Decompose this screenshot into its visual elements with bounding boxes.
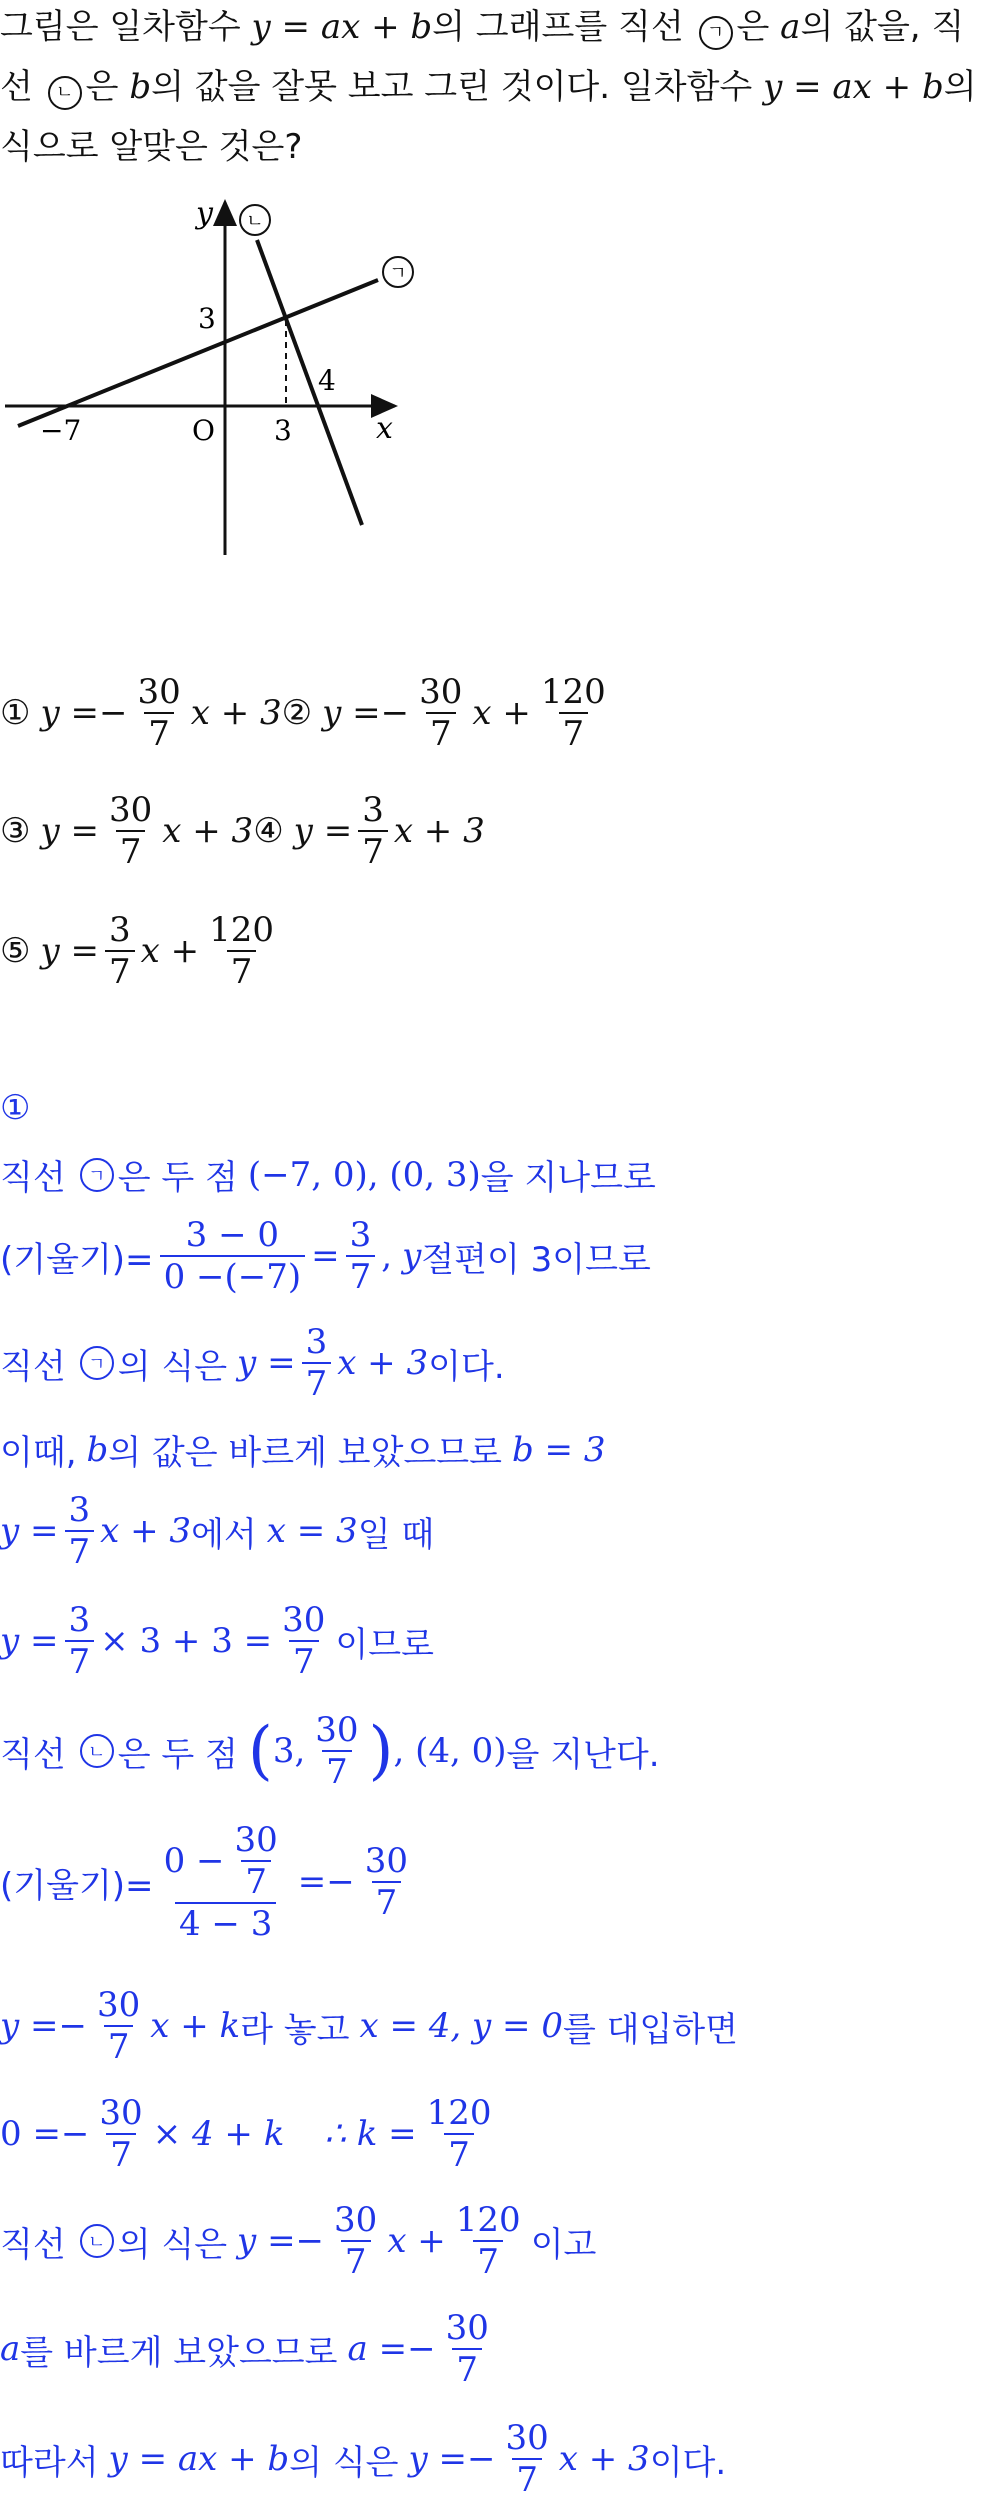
choice-row-3 <box>0 910 284 992</box>
frac-den: 7 <box>473 2240 503 2282</box>
nieun-marker: ㄴ <box>80 2224 114 2258</box>
text: 의 식은 <box>289 2442 399 2483</box>
solution-line-13 <box>0 2418 726 2500</box>
choice-equation: x + 3 <box>393 811 485 851</box>
nieun-marker-text: ㄴ <box>246 211 264 232</box>
frac-num: 30 <box>234 1820 278 1860</box>
equals: =− <box>297 1862 355 1902</box>
frac-num: 3 <box>362 790 384 830</box>
frac-den: 7 <box>65 1640 95 1682</box>
frac-num: 30 <box>445 2308 489 2348</box>
frac-num: 120 <box>540 672 606 712</box>
variable-a: a <box>780 7 801 47</box>
comma: , <box>381 1236 393 1276</box>
giyeok-marker-text: ㄱ <box>389 263 407 284</box>
frac-num: 30 <box>282 1600 326 1640</box>
frac-den: 7 <box>322 1750 352 1792</box>
equation: x = 4, y = 0 <box>359 2006 563 2046</box>
text: 를 대입하면 <box>562 2009 738 2050</box>
nieun-marker: ㄴ <box>80 1734 114 1768</box>
frac-num: 30 <box>334 2200 378 2240</box>
choice-equation: x + 3 <box>162 811 254 851</box>
text: 의 값은 바르게 보았으므로 <box>108 1433 502 1473</box>
frac-den: 7 <box>289 1640 319 1682</box>
x-axis-label: x <box>376 411 393 446</box>
text: 의 식은 <box>117 1346 228 1387</box>
question-line-3 <box>0 120 302 174</box>
frac-den: 7 <box>65 1530 95 1572</box>
frac-den: 7 <box>372 1881 402 1923</box>
choice-5[interactable] <box>0 910 284 992</box>
solution-line-7 <box>0 1710 660 1792</box>
right-paren: ) <box>368 1714 394 1788</box>
tick-label-x3: 3 <box>274 414 292 447</box>
choice-equation: y = <box>40 811 99 851</box>
y-axis-label: y <box>196 196 213 231</box>
text: 은 두 점 <box>117 1734 238 1775</box>
question-text: 은 <box>85 67 119 107</box>
frac-num: 30 <box>99 2093 143 2133</box>
question-text: 식으로 알맞은 것은? <box>0 127 303 167</box>
question-line-1 <box>0 0 964 54</box>
frac-num: 3 <box>68 1490 91 1530</box>
frac-num: 3 − 0 <box>185 1215 280 1255</box>
question-text: 의 값을, 직 <box>800 7 965 47</box>
question-text: 은 <box>736 7 770 47</box>
solution-line-8 <box>0 1820 418 1944</box>
choice-row-1 <box>0 672 616 754</box>
question-text: 선 <box>0 67 33 107</box>
question-line-2 <box>0 60 977 114</box>
frac-den: 4 − 3 <box>175 1902 276 1944</box>
text: 이때, <box>0 1433 77 1473</box>
equation: x + 3 <box>100 1511 192 1551</box>
equation: y =− <box>0 2006 87 2046</box>
variable-y: y <box>402 1236 422 1276</box>
frac-num: 120 <box>209 910 275 950</box>
choice-number: ④ <box>253 811 284 851</box>
text: 은 두 점 <box>117 1158 238 1198</box>
solution-line-6 <box>0 1600 434 1682</box>
equation: y =− <box>237 2221 325 2261</box>
left-paren: ( <box>247 1714 273 1788</box>
frac-num: 30 <box>97 1985 141 2025</box>
equation: x + <box>387 2221 446 2261</box>
text: 이다. <box>649 2442 727 2483</box>
frac-num: 120 <box>455 2200 521 2240</box>
frac-den: 7 <box>106 2133 136 2175</box>
frac-den: 7 <box>302 1362 332 1404</box>
frac-num: 3 <box>305 1322 328 1362</box>
solution-line-2 <box>0 1215 651 1297</box>
solution-line-4 <box>0 1425 605 1474</box>
choice-equation: y = <box>293 811 353 851</box>
equation: x = 3 <box>266 1511 358 1551</box>
solution-line-11 <box>0 2200 596 2282</box>
question-text: 의 <box>943 67 977 107</box>
choice-2[interactable] <box>282 672 616 754</box>
tick-label-xm7: −7 <box>40 414 82 447</box>
equation: x + 3 <box>337 1343 429 1383</box>
giyeok-marker: ㄱ <box>699 16 733 50</box>
frac-num: 30 <box>505 2418 549 2458</box>
frac-num: 30 <box>419 672 463 712</box>
choice-4[interactable] <box>253 790 485 872</box>
text: 직선 <box>0 2224 66 2265</box>
choice-number: ③ <box>0 811 31 851</box>
choice-number: ① <box>0 693 31 733</box>
frac-num: 3 <box>109 910 131 950</box>
points: , (4, 0) <box>393 1731 507 1771</box>
solution-line-1 <box>0 1150 656 1199</box>
equation: 0 =− <box>0 2114 90 2154</box>
text: 이고 <box>530 2224 597 2265</box>
frac-den: 7 <box>426 712 456 754</box>
text: 에서 <box>191 1514 257 1555</box>
frac-num: 30 <box>109 790 153 830</box>
answer-number: ① <box>0 1088 31 1128</box>
text: 일 때 <box>357 1514 435 1555</box>
frac-den: 0 −(−7) <box>160 1255 306 1297</box>
choice-row-2 <box>0 790 485 872</box>
question-text: 그림은 일차함수 <box>0 7 241 47</box>
tick-label-y3: 3 <box>198 302 216 335</box>
equation: ∴ k = <box>324 2114 417 2154</box>
solution-line-12 <box>0 2308 499 2390</box>
equation: a =− <box>347 2329 436 2369</box>
frac-den: 7 <box>227 950 257 992</box>
text: 따라서 <box>0 2442 99 2483</box>
variable-b: b <box>129 67 152 107</box>
frac-num: 3 <box>68 1600 91 1640</box>
equals: = <box>311 1236 340 1276</box>
complex-fraction <box>160 1820 292 1944</box>
choice-equation: y = <box>40 931 99 971</box>
frac-den: 7 <box>452 2348 482 2390</box>
equation: y = ax + b <box>108 2439 290 2479</box>
text: 이므로 <box>335 1624 434 1665</box>
frac-num: 30 <box>137 672 181 712</box>
nieun-marker: ㄴ <box>48 76 82 110</box>
text: 이다. <box>428 1346 505 1387</box>
choice-number: ② <box>281 693 313 733</box>
frac-den: 7 <box>444 2133 474 2175</box>
origin-label: O <box>192 414 215 447</box>
frac-den: 7 <box>346 1255 376 1297</box>
text: 의 식은 <box>117 2224 228 2265</box>
giyeok-marker: ㄱ <box>80 1158 114 1192</box>
choice-equation: x + 3 <box>190 693 282 733</box>
tick-label-4: 4 <box>318 364 336 397</box>
choice-3[interactable] <box>0 790 253 872</box>
equation: b = 3 <box>511 1429 606 1470</box>
equation: y = ax + b <box>251 7 433 47</box>
variable-a: a <box>0 2329 21 2369</box>
equation: y =− <box>408 2439 496 2479</box>
equation: × 4 + k <box>152 2114 285 2154</box>
choice-equation: y =− <box>322 693 410 733</box>
text: 라 놓고 <box>240 2009 350 2050</box>
numerator-text: 0 − <box>163 1841 225 1881</box>
equation: y = <box>0 1511 59 1551</box>
frac-den: 7 <box>358 830 388 872</box>
text: 를 바르게 보았으므로 <box>20 2332 338 2373</box>
variable-b: b <box>86 1429 109 1470</box>
solution-line-9 <box>0 1985 738 2067</box>
solution-line-3 <box>0 1322 505 1404</box>
equation: x + k <box>150 2006 241 2046</box>
text: 을 지난다. <box>506 1734 660 1775</box>
frac-num: 120 <box>426 2093 492 2133</box>
text: 직선 <box>0 1158 66 1198</box>
frac-den: 7 <box>341 2240 371 2282</box>
equation: y = ax + b <box>763 67 944 107</box>
text: 을 지나므로 <box>480 1158 656 1198</box>
text: 절편이 3이므로 <box>421 1239 651 1280</box>
choice-equation: y =− <box>40 693 128 733</box>
frac-den: 7 <box>116 830 146 872</box>
choice-equation: x + <box>140 931 200 971</box>
equation: x + 3 <box>558 2439 650 2479</box>
point-x: 3, <box>272 1731 306 1771</box>
frac-den: 7 <box>559 712 589 754</box>
points: (−7, 0), (0, 3) <box>247 1154 481 1195</box>
frac-den: 7 <box>104 2025 134 2067</box>
giyeok-marker: ㄱ <box>80 1346 114 1380</box>
equation: y = <box>237 1343 296 1383</box>
frac-den: 7 <box>105 950 135 992</box>
question-text: 의 그래프를 직선 <box>432 7 684 47</box>
frac-den: 7 <box>512 2458 542 2500</box>
text: (기울기)= <box>0 1865 154 1906</box>
choice-1[interactable] <box>0 672 282 754</box>
frac-den: 7 <box>144 712 174 754</box>
choice-number: ⑤ <box>0 931 31 971</box>
text: 직선 <box>0 1734 66 1775</box>
frac-den: 7 <box>241 1860 271 1902</box>
choice-equation: x + <box>472 693 531 733</box>
question-text: 의 값을 잘못 보고 그린 것이다. 일차함수 <box>151 67 753 107</box>
frac-num: 3 <box>349 1215 372 1255</box>
frac-num: 30 <box>364 1841 409 1881</box>
solution-answer <box>0 1088 30 1128</box>
frac-num: 30 <box>315 1710 359 1750</box>
text: 직선 <box>0 1346 66 1387</box>
line-nieun <box>257 240 362 525</box>
equation: × 3 + 3 = <box>100 1621 273 1661</box>
solution-line-10 <box>0 2093 502 2175</box>
text: (기울기)= <box>0 1239 154 1280</box>
graph <box>0 190 420 560</box>
solution-line-5 <box>0 1490 434 1572</box>
equation: y = <box>0 1621 59 1661</box>
